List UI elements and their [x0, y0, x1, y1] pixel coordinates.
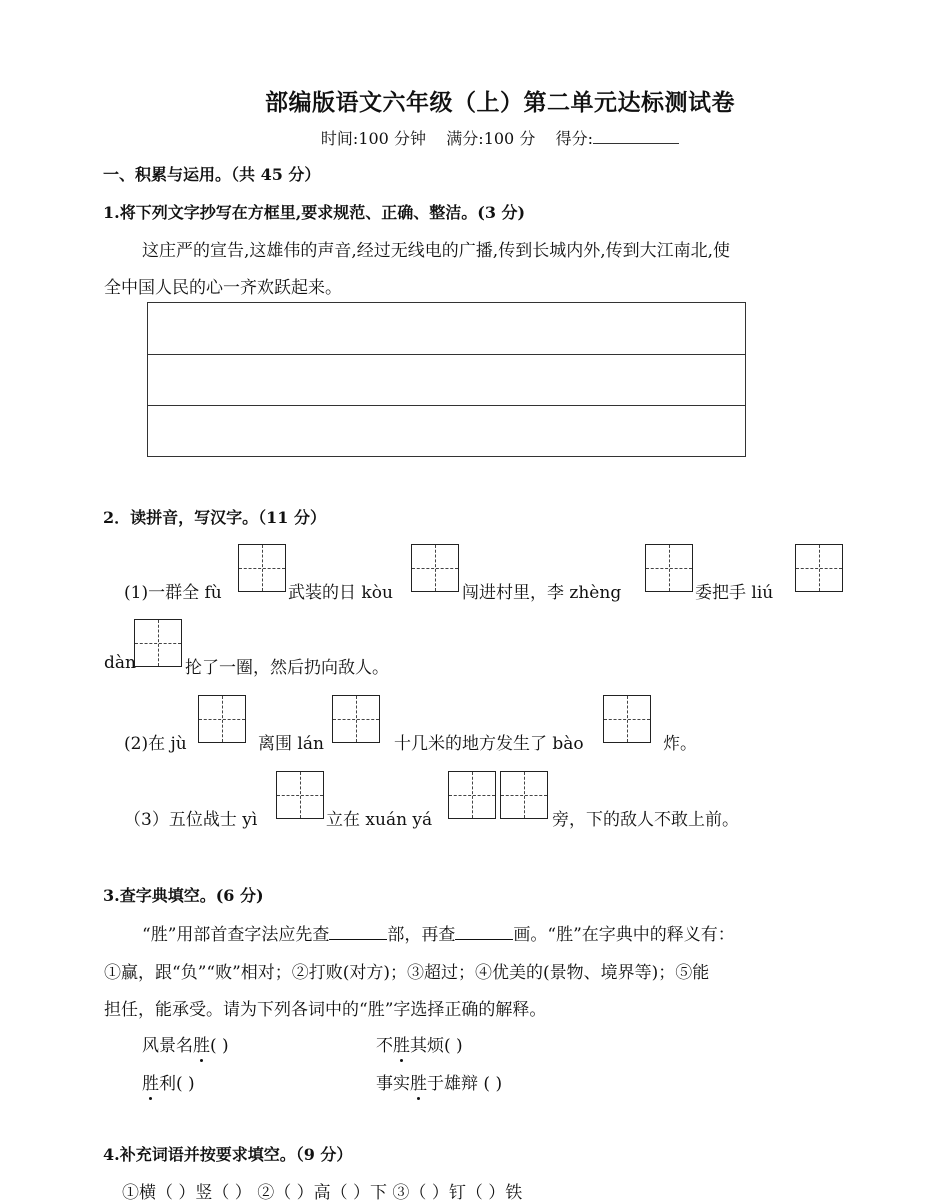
tianzige-box[interactable]	[198, 695, 246, 743]
q2-s3-text-a: （3）五位战士 yì	[124, 810, 258, 830]
q2-heading: 2．读拼音，写汉字。（11 分）	[103, 508, 326, 527]
q1-passage-line-2: 全中国人民的心一齐欢跃起来。	[104, 278, 342, 298]
copy-box[interactable]	[147, 302, 746, 457]
q4-row-1: ①横（ ）竖（ ） ②（ ）高（ ）下 ③（ ）钉（ ）铁	[122, 1183, 523, 1203]
q2-s2-text-c: 十几米的地方发生了 bào	[394, 734, 584, 754]
q2-s1b-text-b: 抡了一圈，然后扔向敌人。	[185, 658, 389, 678]
tianzige-box[interactable]	[238, 544, 286, 592]
q3-item: 胜利( )	[142, 1074, 195, 1094]
copy-box-rule	[148, 405, 745, 406]
q4-heading: 4.补充词语并按要求填空。（9 分）	[103, 1145, 353, 1164]
q3-item: 不胜其烦( )	[376, 1036, 463, 1056]
tianzige-box[interactable]	[795, 544, 843, 592]
radical-blank[interactable]	[329, 923, 387, 940]
tianzige-box[interactable]	[276, 771, 324, 819]
tianzige-box[interactable]	[448, 771, 496, 819]
q2-s1-text-b: 武装的日 kòu	[288, 583, 393, 603]
score-label: 得分:	[555, 129, 594, 148]
q3-paragraph-3: 担任，能承受。请为下列各词中的“胜”字选择正确的解释。	[104, 1000, 547, 1020]
tianzige-box[interactable]	[645, 544, 693, 592]
q1-heading: 1.将下列文字抄写在方框里,要求规范、正确、整洁。(3 分)	[103, 203, 526, 222]
tianzige-box[interactable]	[332, 695, 380, 743]
full-score: 满分:100 分	[446, 129, 536, 148]
q3-paragraph-2: ①赢，跟“负”“败”相对；②打败(对方)；③超过；④优美的(景物、境界等)；⑤能	[104, 963, 710, 983]
q1-passage-line-1: 这庄严的宣告,这雄伟的声音,经过无线电的广播,传到长城内外,传到大江南北,使	[142, 241, 731, 261]
q2-s1b-text-a: dàn	[104, 653, 136, 673]
tianzige-box[interactable]	[411, 544, 459, 592]
section-1-heading: 一、积累与运用。（共 45 分）	[103, 165, 321, 184]
q2-s2-text-a: (2)在 jù	[124, 734, 187, 754]
q3-paragraph-1: “胜”用部首查字法应先查 部，再查 画。“胜”在字典中的释义有：	[142, 925, 735, 945]
tianzige-box[interactable]	[603, 695, 651, 743]
q2-s1-text-d: 委把手 liú	[695, 583, 774, 603]
q2-s3-text-b: 立在 xuán yá	[326, 810, 433, 830]
q3-item: 事实胜于雄辩 ( )	[376, 1074, 503, 1094]
q3-heading: 3.查字典填空。(6 分)	[103, 886, 264, 905]
stroke-count-blank[interactable]	[455, 923, 513, 940]
score-blank[interactable]	[593, 129, 679, 144]
time-limit: 时间:100 分钟	[320, 129, 426, 148]
q2-s2-text-d: 炸。	[663, 734, 697, 754]
tianzige-box[interactable]	[500, 771, 548, 819]
q2-s2-text-b: 离围 lán	[258, 734, 324, 754]
q2-s1-text-c: 闯进村里，李 zhèng	[462, 583, 622, 603]
q2-s3-text-c: 旁，下的敌人不敢上前。	[552, 810, 739, 830]
exam-meta	[0, 126, 950, 149]
q3-item: 风景名胜( )	[142, 1036, 229, 1056]
tianzige-box[interactable]	[134, 619, 182, 667]
page-title: 部编版语文六年级（上）第二单元达标测试卷	[265, 89, 735, 116]
q2-s1-text-a: (1)一群全 fù	[124, 583, 222, 603]
copy-box-rule	[148, 354, 745, 355]
